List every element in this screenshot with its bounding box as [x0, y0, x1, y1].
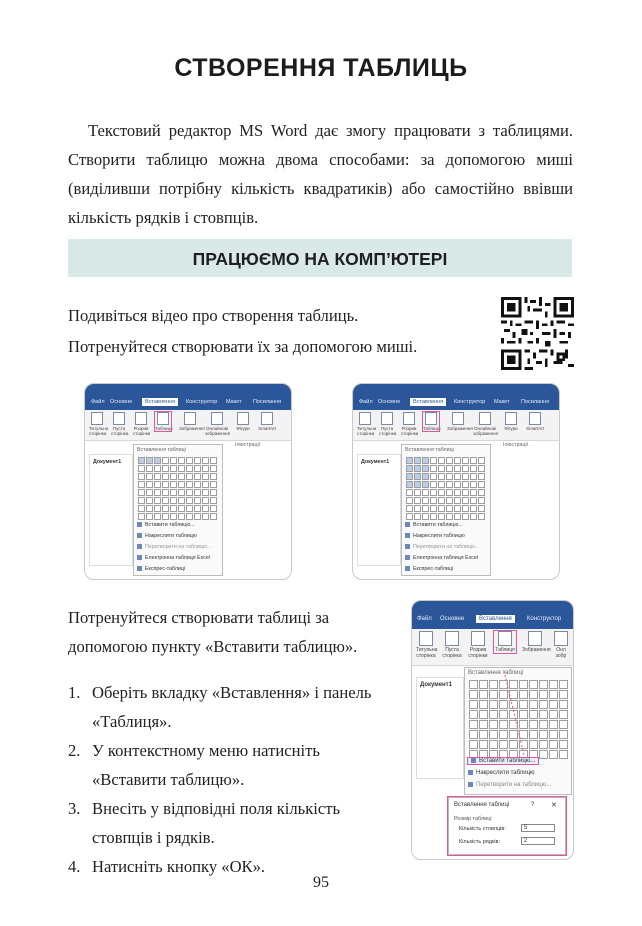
online-pictures-button[interactable]: Онлайнові зображення: [473, 412, 497, 436]
tab-insert[interactable]: Вставлення: [142, 398, 178, 406]
page-title: СТВОРЕННЯ ТАБЛИЦЬ: [174, 54, 468, 82]
practice-intro: Потренуйтеся створювати таблиці за допомогою пункту «Вставити таблицю».: [68, 608, 358, 656]
table-size-label: Розмір таблиці: [454, 816, 492, 822]
online-pictures-button[interactable]: Онл зобр: [552, 631, 570, 659]
ribbon-tabs: [85, 398, 291, 410]
shapes-button[interactable]: Фігури: [235, 412, 251, 431]
menu-excel-spreadsheet[interactable]: Електронна таблиця Excel: [137, 555, 210, 561]
tab-design[interactable]: Конструктор: [527, 616, 562, 622]
cover-page-button[interactable]: Титульна сторінка: [416, 631, 436, 659]
pictures-button[interactable]: Зображення: [447, 412, 469, 431]
video-line-1: Подивіться відео про створення таблиць.: [68, 306, 359, 325]
columns-input[interactable]: 5: [521, 824, 555, 832]
blank-page-button[interactable]: Пуста сторінка: [111, 412, 127, 436]
dialog-title: Вставлення таблиці: [454, 802, 510, 808]
steps-list: [68, 678, 398, 881]
document-tab[interactable]: Документ1: [361, 459, 390, 465]
menu-insert-table[interactable]: Вставити таблицю...: [468, 758, 538, 764]
list-item: 2. У контекстному меню натисніть «Вставити таблицю».: [68, 741, 320, 789]
tab-design[interactable]: Конструктор: [186, 399, 218, 405]
table-button[interactable]: Таблиця: [423, 412, 439, 431]
table-button[interactable]: Таблиця: [494, 631, 516, 653]
online-pictures-button[interactable]: Онлайнові зображення: [205, 412, 229, 436]
cover-page-button[interactable]: Титульна сторінка: [357, 412, 373, 436]
ribbon: [353, 410, 559, 441]
word-screenshot-1: [84, 383, 292, 580]
tab-design[interactable]: Конструктор: [454, 399, 486, 405]
menu-convert-to-table[interactable]: Перетворити на таблицю...: [137, 544, 211, 550]
list-item: 4. Натисніть кнопку «ОК».: [68, 857, 266, 876]
page-break-button[interactable]: Розрив сторінки: [133, 412, 149, 436]
menu-header: Вставлення таблиці: [405, 447, 454, 453]
ribbon-tabs: [353, 398, 559, 410]
table-grid-picker[interactable]: [406, 457, 485, 520]
tab-home[interactable]: Основне: [440, 616, 465, 622]
blank-page-button[interactable]: Пуста сторінка: [442, 631, 462, 659]
table-button[interactable]: Таблиця: [155, 412, 171, 431]
page-break-button[interactable]: Розрив сторінки: [468, 631, 488, 659]
help-icon[interactable]: ?: [531, 802, 535, 808]
tab-file[interactable]: Файл: [417, 616, 432, 622]
ribbon: [85, 410, 291, 441]
illustrations-group-label: Ілюстрації: [235, 442, 261, 448]
document-tab[interactable]: Документ1: [420, 682, 452, 688]
table-dropdown-menu: [133, 444, 223, 576]
rows-label: Кількість рядків:: [459, 839, 501, 845]
tab-insert[interactable]: Вставлення: [410, 398, 446, 406]
list-item: 1. Оберіть вкладку «Вставлення» і панель «Таблиця».: [68, 683, 372, 731]
smartart-button[interactable]: SmartArt: [525, 412, 545, 431]
qr-code-icon[interactable]: [501, 297, 574, 370]
menu-convert-to-table[interactable]: Перетворити на таблицю...: [468, 782, 551, 788]
tab-file[interactable]: Файл: [359, 399, 373, 405]
document-pane: [357, 454, 401, 566]
tab-insert[interactable]: Вставлення: [476, 615, 515, 623]
menu-quick-tables[interactable]: Експрес-таблиці: [405, 566, 453, 572]
table-grid-picker[interactable]: [138, 457, 217, 520]
smartart-button[interactable]: SmartArt: [257, 412, 277, 431]
list-item: 3. Внесіть у відповідні поля кількість стовпців і рядків.: [68, 799, 341, 847]
menu-header: Вставлення таблиці: [468, 670, 524, 676]
tab-home[interactable]: Основне: [110, 399, 133, 405]
title-bar: [85, 384, 291, 398]
document-pane: [89, 454, 133, 566]
section-banner: ПРАЦЮЄМО НА КОМП’ЮТЕРІ: [68, 239, 572, 277]
title-bar: [353, 384, 559, 398]
tab-layout[interactable]: Макет: [226, 399, 242, 405]
menu-convert-to-table[interactable]: Перетворити на таблицю...: [405, 544, 479, 550]
insert-table-dialog: [448, 797, 566, 855]
page-break-button[interactable]: Розрив сторінки: [401, 412, 417, 436]
rows-input[interactable]: 2: [521, 837, 555, 845]
cover-page-button[interactable]: Титульна сторінка: [89, 412, 105, 436]
document-tab[interactable]: Документ1: [93, 459, 122, 465]
illustrations-group-label: Ілюстрації: [503, 442, 529, 448]
tab-references[interactable]: Посилання: [253, 399, 282, 405]
menu-excel-spreadsheet[interactable]: Електронна таблиця Excel: [405, 555, 478, 561]
intro-paragraph: Текстовий редактор MS Word дає змогу працювати з таблицями. Створити таблицю можна двома способами: за допомогою миші (виділивши потрібну кількість квадратиків) або самостійно ввівши кількість рядків і стовпців.: [68, 121, 573, 227]
shapes-button[interactable]: Фігури: [503, 412, 519, 431]
menu-draw-table[interactable]: Накреслити таблицю: [405, 533, 465, 539]
menu-quick-tables[interactable]: Експрес-таблиці: [137, 566, 185, 572]
word-screenshot-2: [352, 383, 560, 580]
pictures-button[interactable]: Зображення: [522, 631, 548, 653]
menu-draw-table[interactable]: Накреслити таблицю: [137, 533, 197, 539]
menu-insert-table[interactable]: Вставити таблицю...: [137, 522, 195, 528]
blank-page-button[interactable]: Пуста сторінка: [379, 412, 395, 436]
tab-references[interactable]: Посилання: [521, 399, 550, 405]
tab-home[interactable]: Основне: [378, 399, 401, 405]
tab-layout[interactable]: Макет: [494, 399, 510, 405]
menu-insert-table[interactable]: Вставити таблицю...: [405, 522, 463, 528]
word-screenshot-3: [411, 600, 574, 860]
menu-draw-table[interactable]: Накреслити таблицю: [468, 770, 535, 776]
pictures-button[interactable]: Зображення: [179, 412, 201, 431]
menu-header: Вставлення таблиці: [137, 447, 186, 453]
close-icon[interactable]: ✕: [551, 802, 557, 809]
columns-label: Кількість стовпців:: [459, 826, 506, 832]
page-number: 95: [313, 874, 329, 891]
table-dropdown-menu: [401, 444, 491, 576]
video-line-2: Потренуйтеся створювати їх за допомогою миші.: [68, 337, 418, 356]
tab-file[interactable]: Файл: [91, 399, 105, 405]
